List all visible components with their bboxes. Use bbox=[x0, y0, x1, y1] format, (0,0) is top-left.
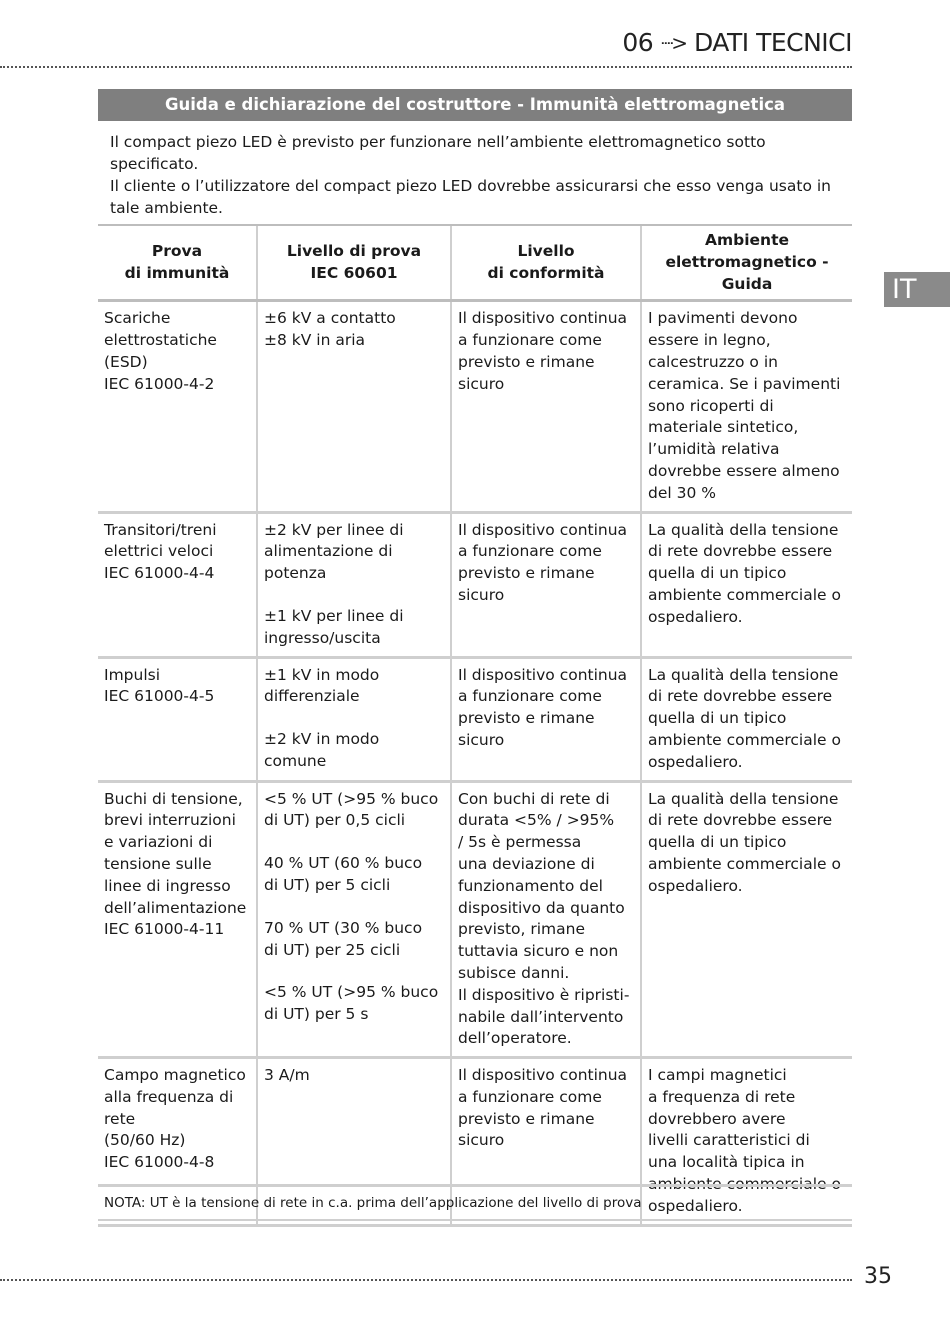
immunity-table bbox=[98, 224, 852, 1227]
column-header: Livello di conformità bbox=[451, 225, 641, 301]
test-cell: Transitori/treni elettrici veloci IEC 61000-4-4 bbox=[98, 512, 257, 657]
chapter-number: 06 bbox=[622, 28, 654, 57]
compliance-cell: Il dispositivo continua a funzionare come previsto e rimane sicuro bbox=[451, 657, 641, 781]
dotted-arrow-icon: ┈> bbox=[661, 30, 686, 55]
guidance-cell: La qualità della tensione di rete dovrebbe essere quella di un tipico ambiente commerciale o ospedaliero. bbox=[641, 657, 852, 781]
header-dotted-rule bbox=[0, 66, 852, 68]
test-level: ±1 kV per linee di ingresso/uscita bbox=[264, 606, 404, 647]
test-level: ±2 kV in modo comune bbox=[264, 730, 380, 770]
compliance-cell: Il dispositivo continua a funzionare come previsto e rimane sicuro bbox=[451, 301, 641, 512]
test-level: 40 % UT (60 % buco di UT) per 5 cicli bbox=[264, 854, 423, 894]
test-level: 70 % UT (30 % buco di UT) per 25 cicli bbox=[264, 918, 423, 959]
test-cell: Buchi di tensione, brevi interruzioni e variazioni di tensione sulle linee di ingresso dell’alimentazione IEC 61000-4-11 bbox=[98, 781, 257, 1058]
guidance-cell: La qualità della tensione di rete dovrebbe essere quella di un tipico ambiente commerciale o ospedaliero. bbox=[641, 512, 852, 657]
compliance-cell: Con buchi di rete di durata <5% / >95% / 5s è permessa una deviazione di funzionamento del dispositivo da quanto previsto, rimane tuttavia sicuro e non subisce danni. Il dispositivo è ripristi- nabile dall’intervento dell’operatore. bbox=[451, 781, 641, 1058]
table-row bbox=[98, 657, 852, 781]
intro-paragraph: Il compact piezo LED è previsto per funzionare nell’ambiente elettromagnetico sotto specificato. bbox=[110, 133, 766, 173]
test-level: 3 A/m bbox=[264, 1066, 310, 1085]
column-header: Ambiente elettromagnetico - Guida bbox=[641, 225, 852, 301]
test-cell: Scariche elettrostatiche (ESD) IEC 61000-4-2 bbox=[98, 301, 257, 512]
test-level: <5 % UT (>95 % buco di UT) per 5 s bbox=[264, 983, 439, 1024]
footer-dotted-rule bbox=[0, 1279, 852, 1281]
compliance-cell: Il dispositivo continua a funzionare come previsto e rimane sicuro bbox=[451, 512, 641, 657]
test-level-cell bbox=[257, 301, 451, 512]
table-row bbox=[98, 512, 852, 657]
guidance-cell: La qualità della tensione di rete dovrebbe essere quella di un tipico ambiente commerciale o ospedaliero. bbox=[641, 781, 852, 1058]
test-level: <5 % UT (>95 % buco di UT) per 0,5 cicli bbox=[264, 789, 439, 830]
test-level-cell bbox=[257, 781, 451, 1058]
table-row bbox=[98, 301, 852, 512]
section-title: Guida e dichiarazione del costruttore - Immunità elettromagnetica bbox=[98, 89, 852, 121]
compliance-cell: Il dispositivo continua a funzionare come previsto e rimane sicuro bbox=[451, 1058, 641, 1226]
table-note: NOTA: UT è la tensione di rete in c.a. prima dell’applicazione del livello di prova bbox=[98, 1184, 852, 1221]
language-tab: IT bbox=[884, 272, 950, 307]
test-cell: Campo magnetico alla frequenza di rete (50/60 Hz) IEC 61000-4-8 bbox=[98, 1058, 257, 1226]
test-level-cell bbox=[257, 512, 451, 657]
page-number: 35 bbox=[864, 1264, 892, 1289]
chapter-title: DATI TECNICI bbox=[694, 28, 852, 57]
test-level: ±1 kV in modo differenziale bbox=[264, 665, 380, 706]
column-header: Livello di prova IEC 60601 bbox=[257, 225, 451, 301]
guidance-cell: I campi magnetici a frequenza di rete dovrebbero avere livelli caratteristici di una località tipica in ambiente commerciale o ospedaliero. bbox=[641, 1058, 852, 1226]
guidance-cell: I pavimenti devono essere in legno, calcestruzzo o in ceramica. Se i pavimenti sono ricoperti di materiale sintetico, l’umidità relativa dovrebbe essere almeno del 30 % bbox=[641, 301, 852, 512]
page-header bbox=[622, 28, 852, 57]
intro-text bbox=[110, 131, 840, 219]
intro-paragraph: Il cliente o l’utilizzatore del compact piezo LED dovrebbe assicurarsi che esso venga usato in tale ambiente. bbox=[110, 177, 831, 217]
column-header: Prova di immunità bbox=[98, 225, 257, 301]
test-level-cell bbox=[257, 657, 451, 781]
test-cell: Impulsi IEC 61000-4-5 bbox=[98, 657, 257, 781]
table-header-row bbox=[98, 225, 852, 301]
test-level: ±2 kV per linee di alimentazione di potenza bbox=[264, 520, 404, 583]
test-level: ±6 kV a contatto ±8 kV in aria bbox=[264, 309, 396, 350]
table-row bbox=[98, 781, 852, 1058]
